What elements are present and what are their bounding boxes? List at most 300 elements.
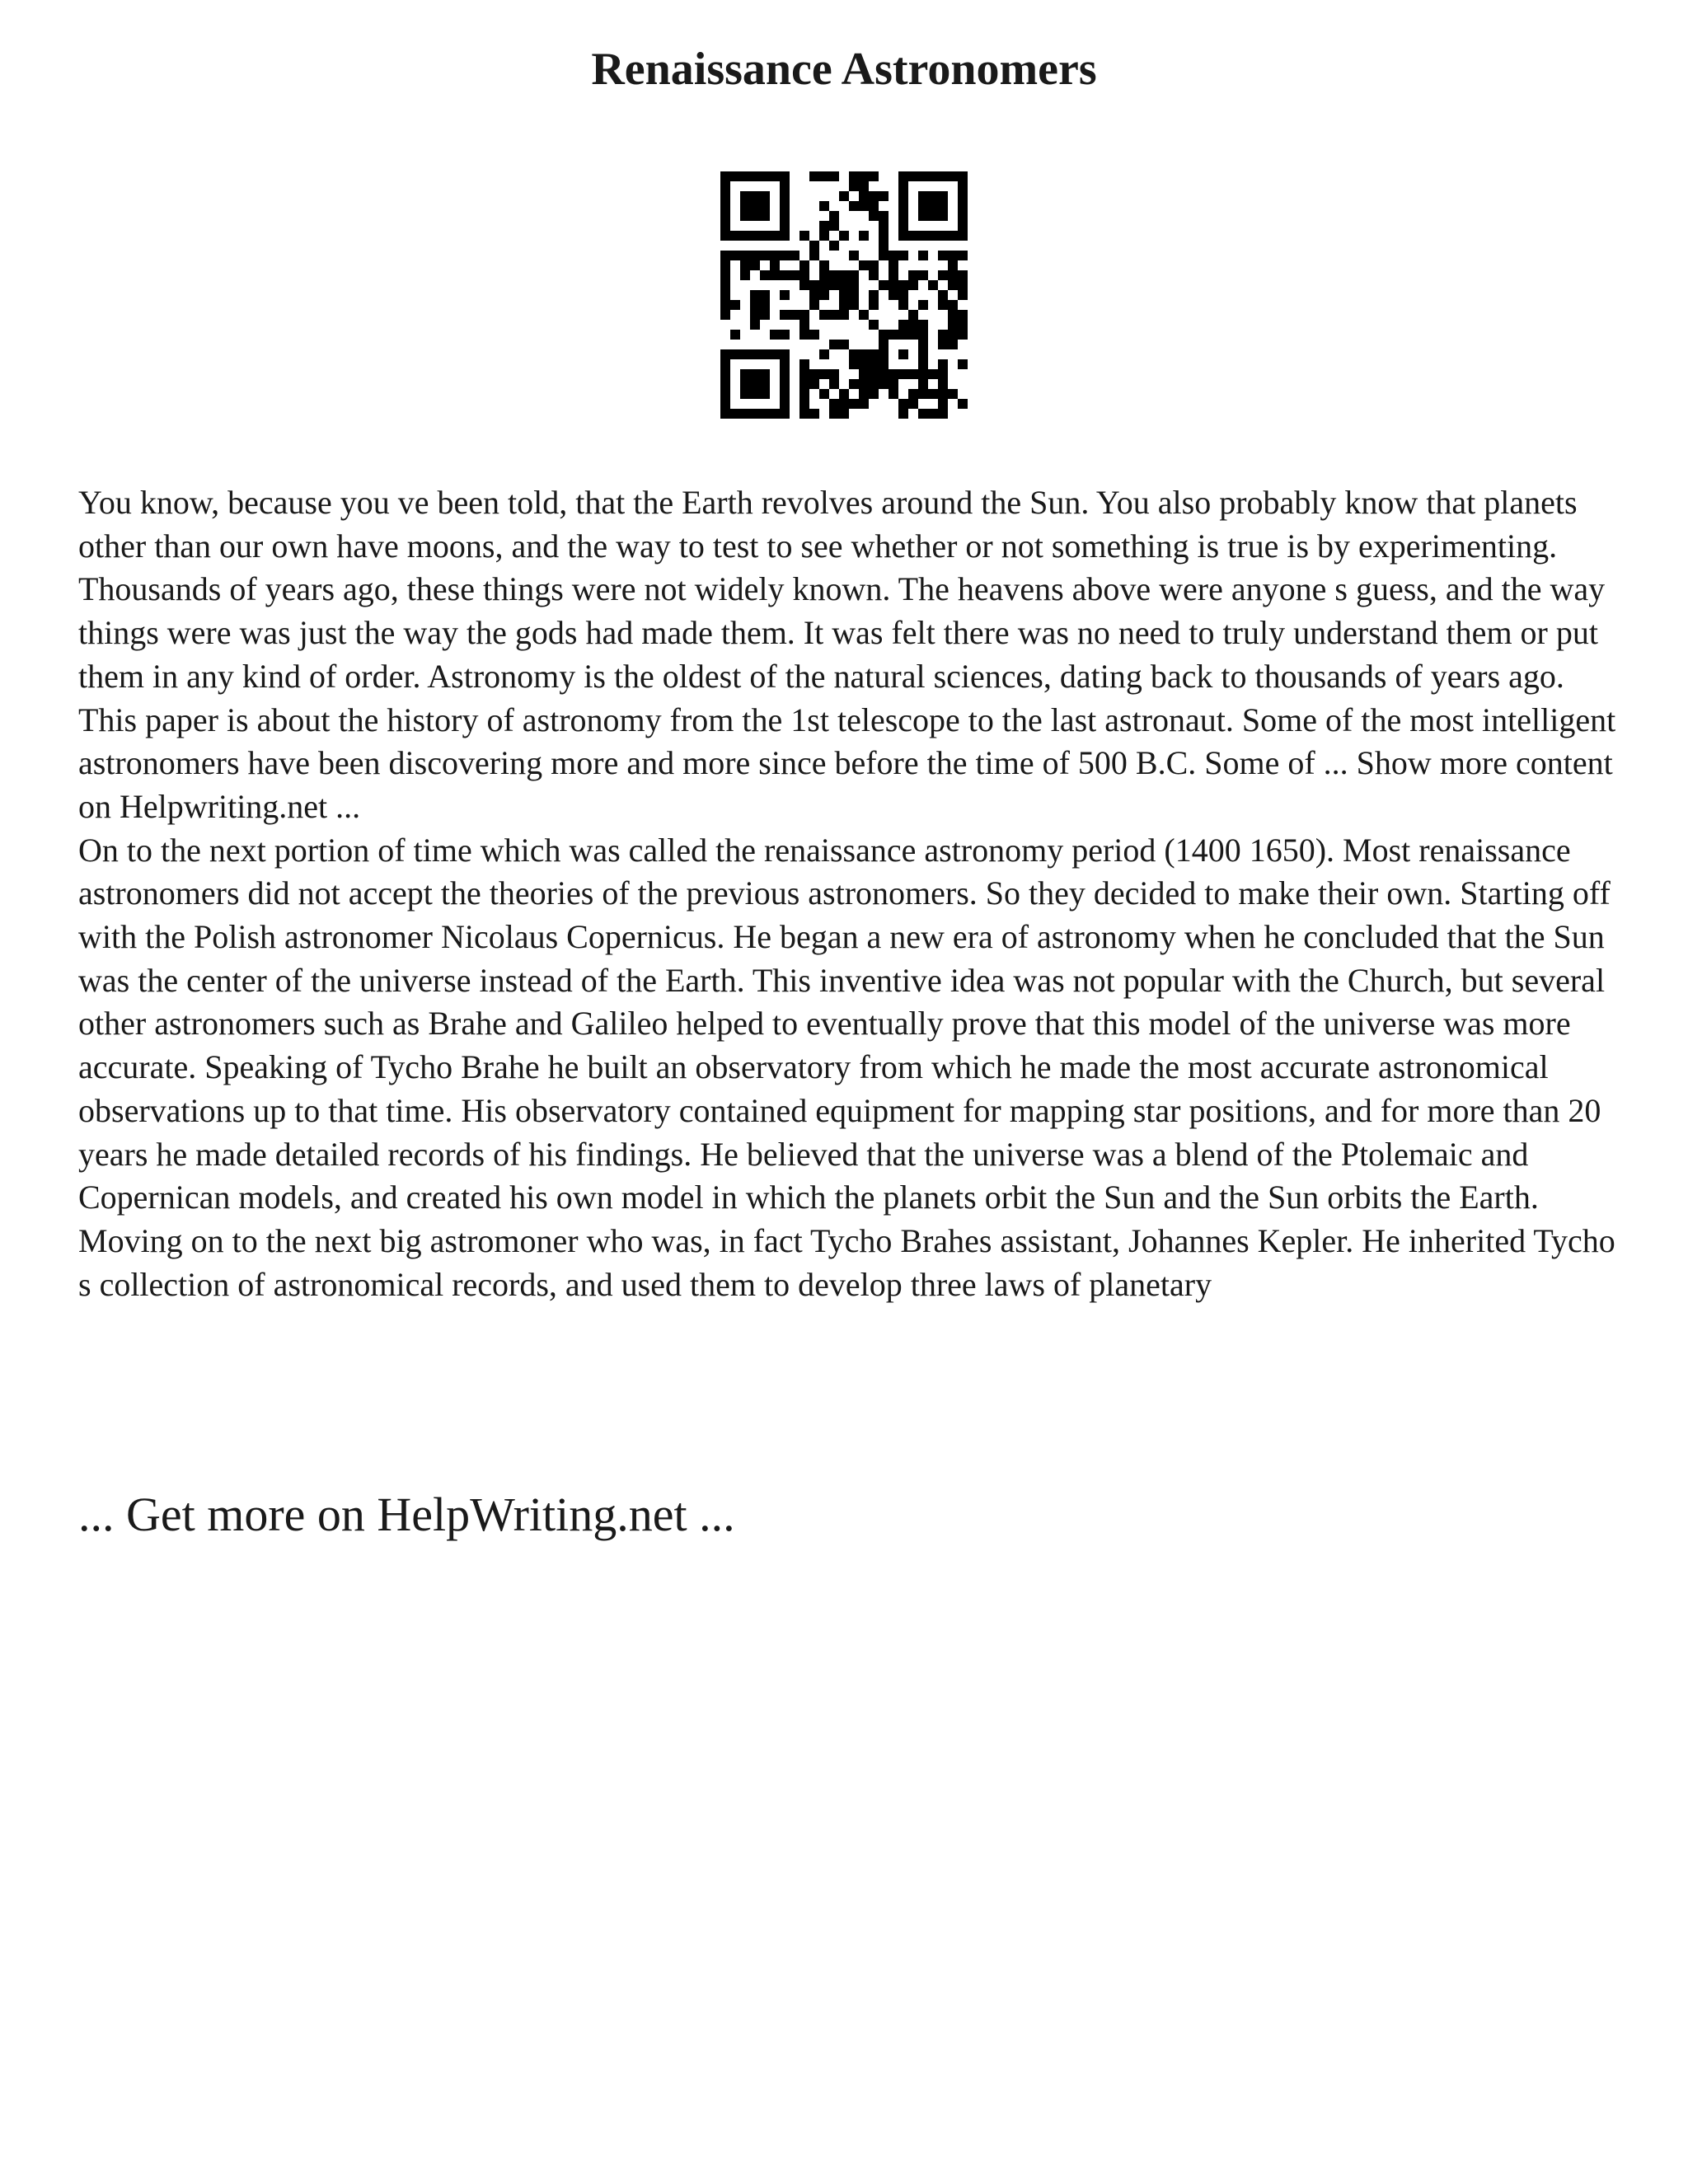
qr-module (750, 389, 760, 399)
paragraph-renaissance: On to the next portion of time which was called the renaissance astronomy period (1400 1650). Most renaissance astronomers did not accept the theories of the previous astronomers. So they decided to make their own. Starting off with the Polish astronomer Nicolaus Copernicus. He began a new era of astronomy when he concluded that the Sun was the center of the universe instead of the Earth. This inventive idea was not popular with the Church, but several other astronomers such as Brahe and Galileo helped to eventually prove that this model of the universe was more accurate. Speaking of Tycho Brahe he built an observatory from which he made the most accurate astronomical observations up to that time. His observatory contained equipment for mapping star positions, and for more than 20 years he made detailed records of his findings. He believed that the universe was a blend of the Ptolemaic and Copernican models, and created his own model in which the planets orbit the Sun and the Sun orbits the Earth. Moving on to the next big astromoner who was, in fact Tycho Brahes assistant, Johannes Kepler. He inherited Tycho s collection of astronomical records, and used them to develop three laws of planetary (78, 831, 1615, 1303)
qr-module (958, 171, 968, 181)
qr-module (869, 320, 879, 330)
qr-module (908, 320, 918, 330)
qr-module (720, 369, 730, 379)
qr-module (889, 330, 898, 340)
qr-module (780, 290, 790, 300)
qr-module (859, 260, 869, 270)
qr-module (918, 211, 928, 221)
qr-module (829, 409, 839, 419)
qr-module (859, 399, 869, 409)
qr-module (879, 379, 889, 389)
qr-module (958, 399, 968, 409)
qr-module (938, 389, 948, 399)
qr-module (898, 330, 908, 340)
qr-module (879, 211, 889, 221)
qr-module (898, 300, 908, 310)
qr-module (819, 260, 829, 270)
qr-module (730, 251, 740, 260)
qr-module (799, 359, 809, 369)
qr-module (908, 310, 918, 320)
qr-module (740, 211, 750, 221)
qr-module (720, 310, 730, 320)
qr-module (889, 379, 898, 389)
qr-module (829, 241, 839, 251)
qr-module (928, 231, 938, 241)
qr-module (879, 330, 889, 340)
qr-module (740, 231, 750, 241)
qr-module (869, 359, 879, 369)
qr-module (819, 231, 829, 241)
qr-module (958, 251, 968, 260)
qr-module (750, 231, 760, 241)
qr-module (839, 300, 849, 310)
qr-module (750, 409, 760, 419)
qr-module (809, 330, 819, 340)
qr-module (898, 280, 908, 290)
qr-module (829, 211, 839, 221)
qr-module (770, 409, 780, 419)
qr-module (809, 300, 819, 310)
qr-module (948, 270, 958, 280)
qr-module (760, 369, 770, 379)
qr-module (918, 320, 928, 330)
qr-module (799, 379, 809, 389)
qr-module (958, 191, 968, 201)
qr-module (869, 349, 879, 359)
qr-module (819, 270, 829, 280)
qr-module (720, 211, 730, 221)
qr-module (879, 231, 889, 241)
qr-module (770, 330, 780, 340)
qr-module (859, 201, 869, 211)
qr-module (849, 290, 859, 300)
qr-module (780, 359, 790, 369)
qr-module (839, 191, 849, 201)
qr-module (740, 191, 750, 201)
qr-module (908, 270, 918, 280)
qr-module (889, 389, 898, 399)
qr-module (780, 181, 790, 191)
qr-module (958, 211, 968, 221)
qr-code-icon (720, 171, 968, 419)
qr-module (958, 201, 968, 211)
qr-module (760, 310, 770, 320)
qr-module (889, 369, 898, 379)
qr-module (809, 290, 819, 300)
qr-module (879, 340, 889, 349)
qr-module (730, 349, 740, 359)
qr-module (869, 389, 879, 399)
qr-module (799, 409, 809, 419)
qr-module (750, 211, 760, 221)
qr-module (760, 409, 770, 419)
qr-module (770, 231, 780, 241)
qr-module (938, 379, 948, 389)
qr-module (819, 389, 829, 399)
qr-module (750, 191, 760, 201)
qr-module (859, 369, 869, 379)
qr-module (849, 300, 859, 310)
qr-module (879, 359, 889, 369)
qr-module (849, 251, 859, 260)
qr-module (859, 349, 869, 359)
qr-module (740, 270, 750, 280)
qr-module (839, 399, 849, 409)
qr-module (849, 270, 859, 280)
qr-module (958, 270, 968, 280)
qr-module (948, 231, 958, 241)
qr-code-graphic (720, 171, 968, 419)
qr-module (750, 320, 760, 330)
qr-module (908, 330, 918, 340)
qr-module (750, 379, 760, 389)
qr-module (799, 260, 809, 270)
qr-module (720, 280, 730, 290)
qr-module (770, 171, 780, 181)
qr-module (948, 280, 958, 290)
qr-module (760, 171, 770, 181)
qr-module (859, 231, 869, 241)
qr-module (740, 409, 750, 419)
qr-module (720, 171, 730, 181)
qr-module (780, 231, 790, 241)
qr-module (799, 399, 809, 409)
qr-module (799, 389, 809, 399)
qr-module (839, 389, 849, 399)
qr-module (809, 379, 819, 389)
qr-module (720, 389, 730, 399)
qr-module (740, 389, 750, 399)
qr-module (829, 280, 839, 290)
qr-module (918, 191, 928, 201)
qr-module (750, 260, 760, 270)
qr-module (760, 389, 770, 399)
qr-module (760, 379, 770, 389)
qr-module (780, 409, 790, 419)
qr-module (879, 191, 889, 201)
qr-module (720, 270, 730, 280)
qr-module (790, 310, 799, 320)
qr-module (889, 260, 898, 270)
qr-module (720, 181, 730, 191)
qr-module (889, 290, 898, 300)
qr-module (908, 369, 918, 379)
qr-module (809, 241, 819, 251)
qr-module (819, 171, 829, 181)
qr-module (839, 310, 849, 320)
qr-module (780, 379, 790, 389)
qr-module (849, 379, 859, 389)
qr-module (879, 221, 889, 231)
qr-module (938, 231, 948, 241)
qr-module (760, 191, 770, 201)
qr-module (908, 171, 918, 181)
qr-module (839, 340, 849, 349)
qr-module (849, 171, 859, 181)
qr-module (839, 280, 849, 290)
qr-module (720, 359, 730, 369)
qr-module (908, 231, 918, 241)
qr-module (740, 260, 750, 270)
qr-module (760, 251, 770, 260)
qr-module (799, 231, 809, 241)
qr-module (898, 251, 908, 260)
qr-module (809, 409, 819, 419)
qr-module (780, 330, 790, 340)
qr-module (740, 349, 750, 359)
qr-module (720, 399, 730, 409)
qr-module (720, 251, 730, 260)
qr-module (918, 300, 928, 310)
qr-module (799, 270, 809, 280)
qr-module (938, 399, 948, 409)
qr-module (859, 379, 869, 389)
qr-module (869, 290, 879, 300)
qr-module (760, 349, 770, 359)
qr-module (720, 290, 730, 300)
qr-module (948, 389, 958, 399)
qr-module (720, 300, 730, 310)
qr-module (958, 231, 968, 241)
qr-module (869, 191, 879, 201)
qr-module (879, 369, 889, 379)
qr-module (829, 221, 839, 231)
qr-module (918, 349, 928, 359)
qr-module (720, 260, 730, 270)
qr-module (760, 300, 770, 310)
qr-module (750, 310, 760, 320)
qr-module (819, 290, 829, 300)
paragraph-intro: You know, because you ve been told, that the Earth revolves around the Sun. You also probably know that planets other than our own have moons, and the way to test to see whether or not something is true is by experimenting. Thousands of years ago, these things were not widely known. The heavens above were anyone s guess, and the way things were was just the way the gods had made them. It was felt there was no need to truly understand them or put them in any kind of order. Astronomy is the oldest of the natural sciences, dating back to thousands of years ago. This paper is about the history of astronomy from the 1st telescope to the last astronaut. Some of the most intelligent astronomers have been discovering more and more since before the time of 500 B.C. Some of ... Show more content on Helpwriting.net ... (78, 484, 1616, 825)
qr-module (879, 241, 889, 251)
qr-module (829, 379, 839, 389)
qr-module (918, 409, 928, 419)
qr-module (879, 280, 889, 290)
qr-module (799, 320, 809, 330)
qr-module (938, 191, 948, 201)
qr-module (829, 369, 839, 379)
qr-module (958, 181, 968, 191)
qr-module (918, 201, 928, 211)
qr-module (780, 270, 790, 280)
qr-module (730, 171, 740, 181)
qr-module (928, 191, 938, 201)
qr-module (918, 340, 928, 349)
qr-module (770, 349, 780, 359)
qr-module (730, 300, 740, 310)
qr-module (780, 191, 790, 201)
qr-module (918, 389, 928, 399)
qr-module (958, 280, 968, 290)
qr-module (809, 369, 819, 379)
qr-module (908, 399, 918, 409)
qr-module (938, 409, 948, 419)
qr-module (760, 290, 770, 300)
get-more-link[interactable]: ... Get more on HelpWriting.net ... (78, 1488, 735, 1541)
qr-module (720, 231, 730, 241)
qr-module (849, 280, 859, 290)
qr-module (819, 201, 829, 211)
qr-module (869, 270, 879, 280)
qr-module (780, 399, 790, 409)
qr-module (948, 251, 958, 260)
qr-module (869, 379, 879, 389)
qr-module (928, 280, 938, 290)
qr-module (819, 310, 829, 320)
qr-module (918, 231, 928, 241)
qr-module (918, 171, 928, 181)
qr-module (839, 290, 849, 300)
qr-module (750, 349, 760, 359)
qr-module (720, 191, 730, 201)
qr-module (928, 171, 938, 181)
qr-module (819, 349, 829, 359)
qr-module (799, 280, 809, 290)
qr-module (750, 201, 760, 211)
qr-module (918, 270, 928, 280)
qr-module (809, 280, 819, 290)
qr-module (849, 359, 859, 369)
qr-module (918, 379, 928, 389)
qr-module (898, 181, 908, 191)
qr-module (799, 310, 809, 320)
qr-module (938, 340, 948, 349)
qr-module (750, 251, 760, 260)
qr-module (799, 369, 809, 379)
qr-module (918, 359, 928, 369)
qr-module (898, 201, 908, 211)
qr-module (720, 409, 730, 419)
qr-module (740, 171, 750, 181)
qr-module (898, 399, 908, 409)
qr-module (928, 211, 938, 221)
qr-module (760, 201, 770, 211)
qr-module (839, 409, 849, 419)
qr-module (770, 260, 780, 270)
qr-module (898, 320, 908, 330)
qr-module (948, 330, 958, 340)
qr-module (898, 290, 908, 300)
qr-module (948, 320, 958, 330)
qr-module (780, 389, 790, 399)
qr-module (879, 251, 889, 260)
qr-module (770, 270, 780, 280)
qr-module (750, 300, 760, 310)
qr-module (938, 290, 948, 300)
qr-module (720, 349, 730, 359)
qr-module (938, 251, 948, 260)
qr-module (898, 211, 908, 221)
qr-module (780, 221, 790, 231)
qr-module (918, 251, 928, 260)
qr-module (948, 310, 958, 320)
qr-module (889, 280, 898, 290)
qr-module (918, 330, 928, 340)
qr-module (730, 409, 740, 419)
qr-module (908, 389, 918, 399)
qr-module (948, 300, 958, 310)
qr-module (948, 340, 958, 349)
qr-module (958, 290, 968, 300)
qr-module (740, 201, 750, 211)
qr-module (790, 251, 799, 260)
qr-module (780, 211, 790, 221)
qr-module (958, 310, 968, 320)
qr-module (819, 280, 829, 290)
qr-module (859, 191, 869, 201)
qr-module (898, 191, 908, 201)
qr-module (889, 251, 898, 260)
qr-module (720, 379, 730, 389)
qr-module (829, 399, 839, 409)
qr-module (780, 349, 790, 359)
qr-module (869, 300, 879, 310)
article-body (78, 481, 1620, 1306)
qr-module (829, 171, 839, 181)
qr-module (928, 389, 938, 399)
qr-module (938, 300, 948, 310)
qr-module (938, 211, 948, 221)
qr-module (938, 359, 948, 369)
page-title: Renaissance Astronomers (591, 44, 1097, 95)
qr-module (958, 359, 968, 369)
qr-module (780, 310, 790, 320)
qr-module (898, 349, 908, 359)
qr-module (859, 389, 869, 399)
qr-module (898, 231, 908, 241)
qr-module (740, 251, 750, 260)
qr-module (770, 251, 780, 260)
qr-module (780, 251, 790, 260)
qr-module (780, 201, 790, 211)
qr-module (869, 171, 879, 181)
qr-module (938, 270, 948, 280)
qr-module (869, 211, 879, 221)
qr-module (809, 251, 819, 260)
qr-module (948, 171, 958, 181)
qr-module (849, 349, 859, 359)
qr-module (740, 379, 750, 389)
qr-module (760, 270, 770, 280)
qr-module (849, 181, 859, 191)
qr-module (849, 399, 859, 409)
qr-module (938, 171, 948, 181)
qr-module (958, 221, 968, 231)
qr-module (839, 231, 849, 241)
qr-module (829, 270, 839, 280)
qr-module (938, 201, 948, 211)
qr-module (829, 340, 839, 349)
qr-module (958, 320, 968, 330)
qr-module (750, 369, 760, 379)
qr-module (790, 270, 799, 280)
qr-module (869, 201, 879, 211)
qr-module (720, 201, 730, 211)
qr-module (839, 270, 849, 280)
qr-module (750, 171, 760, 181)
qr-module (879, 349, 889, 359)
qr-module (730, 231, 740, 241)
qr-module (898, 221, 908, 231)
qr-module (859, 181, 869, 191)
qr-module (948, 260, 958, 270)
qr-module (799, 330, 809, 340)
qr-module (829, 310, 839, 320)
qr-module (908, 280, 918, 290)
qr-module (730, 330, 740, 340)
qr-module (898, 409, 908, 419)
